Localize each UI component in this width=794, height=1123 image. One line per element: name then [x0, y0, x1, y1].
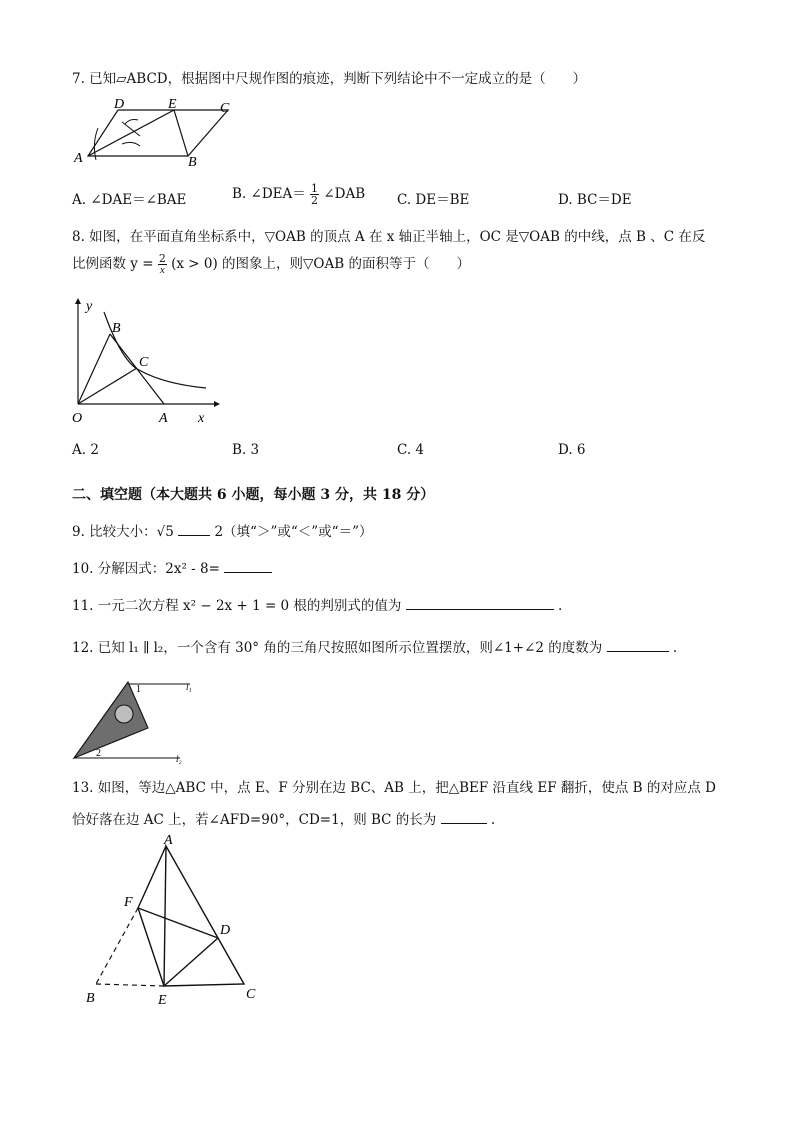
q10 — [72, 557, 272, 577]
q7-fraction-den: 2 — [311, 194, 319, 207]
q8-label-c: C — [139, 355, 149, 370]
q13-label-e: E — [158, 993, 167, 1008]
q7-label-b: B — [188, 155, 197, 170]
q7-fraction-num: 1 — [311, 182, 319, 195]
section2-title: 二、填空题（本大题共 6 小题，每小题 3 分，共 18 分） — [72, 487, 435, 503]
q13-label-f: F — [124, 895, 133, 910]
q12 — [72, 636, 677, 656]
q7-option-d: D. BC＝DE — [558, 192, 632, 208]
q7-stem: 7. 已知▱ABCD，根据图中尺规作图的痕迹，判断下列结论中不一定成立的是（ ） — [72, 71, 587, 87]
q8-option-c: C. 4 — [397, 442, 425, 458]
q13-label-a: A — [164, 833, 173, 848]
q12-answer-blank[interactable] — [607, 639, 669, 652]
q8-line2-prefix: 比例函数 y = — [72, 256, 154, 272]
q9-answer-blank[interactable] — [178, 523, 210, 536]
q8-coordinate-figure — [64, 292, 224, 432]
q7-label-a: A — [74, 151, 83, 166]
q9 — [72, 520, 372, 540]
q7-label-e: E — [168, 97, 177, 112]
q8-fraction — [158, 253, 167, 276]
q7-option-c: C. DE＝BE — [397, 192, 470, 208]
q12-angle-2-label: 2 — [96, 748, 101, 759]
q9-suffix: 2（填“＞”或“＜”或“＝”） — [214, 524, 373, 540]
q7-parallelogram-figure — [70, 98, 240, 170]
q8-line2 — [72, 252, 470, 276]
q8-fraction-den: x — [159, 264, 165, 276]
q12-end: . — [672, 640, 678, 656]
q10-answer-blank[interactable] — [224, 560, 272, 573]
q13-label-b: B — [86, 991, 95, 1006]
q13-line2 — [72, 808, 495, 828]
q9-prefix: 9. 比较大小：√5 — [72, 524, 174, 540]
q12-l2-label: l₂ — [176, 754, 182, 764]
q11-answer-blank[interactable] — [406, 597, 554, 610]
q8-option-a: A. 2 — [72, 442, 99, 458]
q8-label-x: x — [198, 411, 205, 426]
q13-triangle-figure — [80, 834, 280, 1014]
q8-label-b: B — [112, 321, 121, 336]
q7-option-b — [232, 182, 365, 206]
q7-label-c: C — [220, 101, 230, 116]
q13-answer-blank[interactable] — [441, 811, 487, 824]
q7-option-b-suffix: ∠DAB — [323, 186, 366, 202]
q8-label-o: O — [72, 411, 83, 426]
q7-option-b-prefix: B. ∠DEA＝ — [232, 186, 306, 202]
q8-line1: 8. 如图，在平面直角坐标系中，▽OAB 的顶点 A 在 x 轴正半轴上，OC 是▽OAB 的中线，点 B 、C 在反 — [72, 229, 706, 245]
q13-end: . — [490, 812, 496, 828]
q13-line1: 13. 如图，等边△ABC 中，点 E、F 分别在边 BC、AB 上，把△BEF 沿直线 EF 翻折，使点 B 的对应点 D — [72, 780, 716, 796]
q11-end: . — [558, 598, 563, 614]
q8-line2-suffix: (x > 0) 的图象上，则▽OAB 的面积等于（ ） — [171, 256, 470, 272]
q8-option-d: D. 6 — [558, 442, 586, 458]
q7-label-d: D — [114, 97, 125, 112]
q7-option-a: A. ∠DAE＝∠BAE — [72, 192, 187, 208]
q12-set-square-figure — [70, 676, 200, 766]
q11 — [72, 594, 562, 614]
q8-fraction-num: 2 — [158, 252, 166, 265]
q13-line2-text: 恰好落在边 AC 上，若∠AFD=90°，CD=1，则 BC 的长为 — [72, 812, 437, 828]
q11-text: 11. 一元二次方程 x² − 2x + 1 = 0 根的判别式的值为 — [72, 598, 402, 614]
q10-text: 10. 分解因式：2x² - 8= — [72, 561, 220, 577]
q8-label-a: A — [159, 411, 168, 426]
q12-text: 12. 已知 l₁ ∥ l₂，一个含有 30° 角的三角尺按照如图所示位置摆放，则∠1+∠2 的度数为 — [72, 640, 603, 656]
q12-angle-1-label: 1 — [136, 684, 141, 695]
q8-label-y: y — [86, 299, 93, 314]
q12-l1-label: l₁ — [186, 682, 192, 692]
q13-label-c: C — [246, 987, 256, 1002]
q13-label-d: D — [220, 923, 231, 938]
q8-option-b: B. 3 — [232, 442, 260, 458]
q7-option-b-fraction — [310, 183, 319, 206]
